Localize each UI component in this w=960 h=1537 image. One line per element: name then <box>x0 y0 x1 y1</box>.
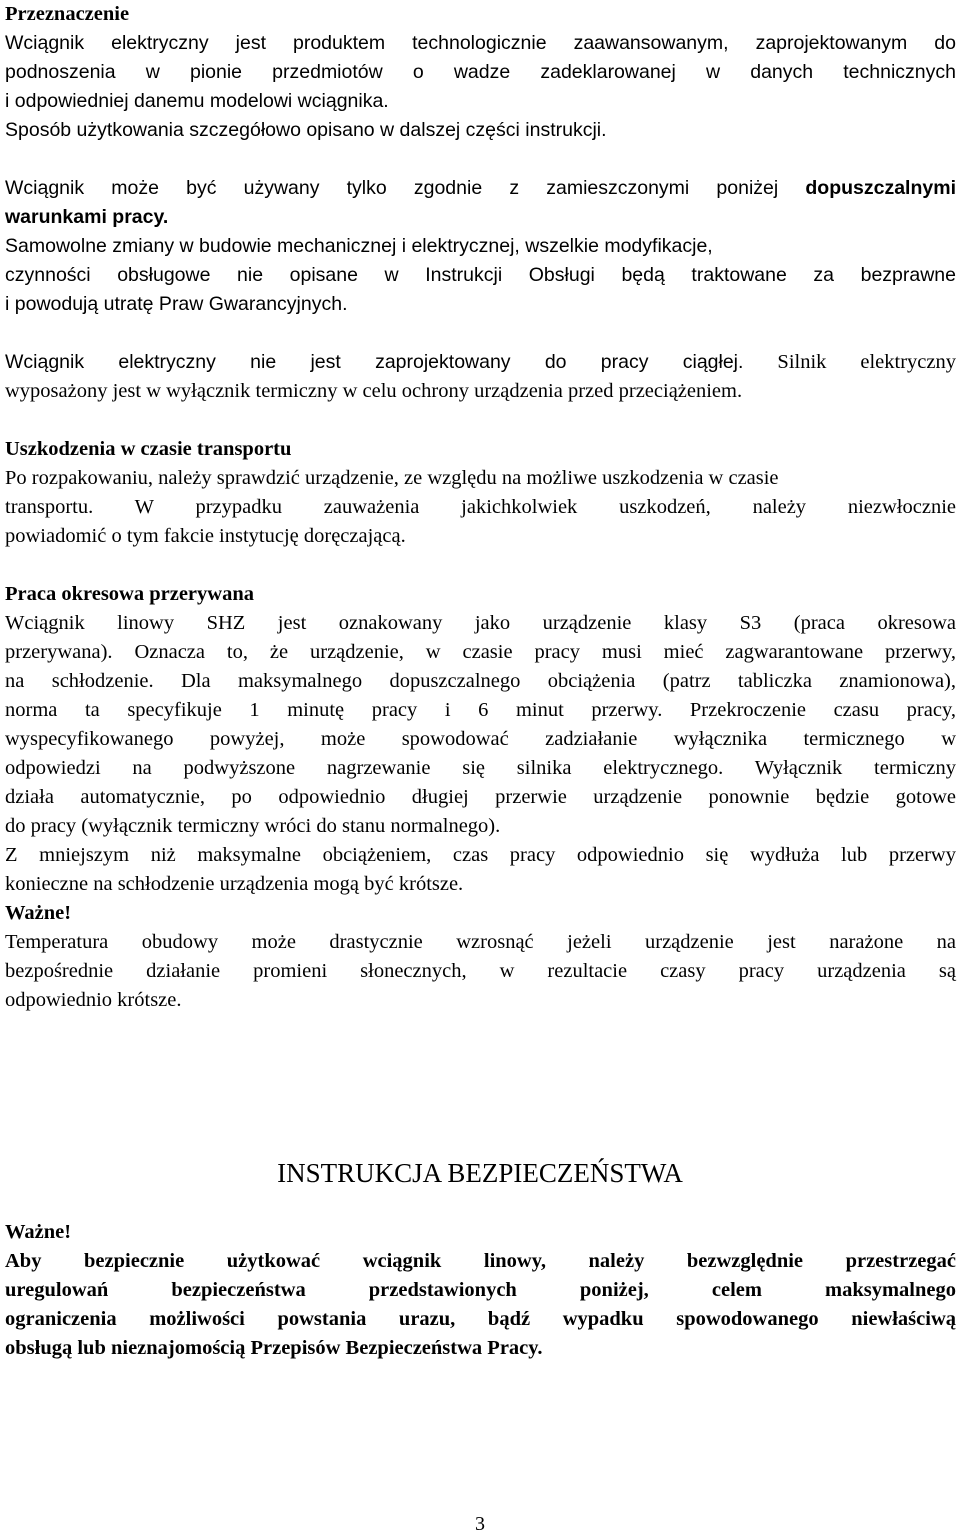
safety-line-4: obsługą lub nieznajomością Przepisów Bezpieczeństwa Pracy. <box>5 1337 543 1359</box>
duty-class-line-10: konieczne na schłodzenie urządzenia mogą być krótsze. <box>5 873 464 895</box>
heading-transport-damage: Uszkodzenia w czasie transportu <box>5 438 292 460</box>
safety-line-1: Aby bezpiecznie użytkować wciągnik linowy, należy bezwzględnie przestrzegać <box>5 1250 956 1272</box>
safety-important-label: Ważne! <box>5 1221 72 1243</box>
transport-line-2: transportu. W przypadku zauważenia jakichkolwiek uszkodzeń, należy niezwłocznie <box>5 496 956 518</box>
temperature-line-1: Temperatura obudowy może drastycznie wzrosnąć jeżeli urządzenie jest narażone na <box>5 931 956 953</box>
duty-class-line-7: działa automatycznie, po odpowiednio długiej przerwie urządzenie ponownie będzie gotowe <box>5 786 956 808</box>
duty-line-1 <box>5 348 956 377</box>
safety-line-2: uregulowań bezpieczeństwa przedstawionych poniżej, celem maksymalnego <box>5 1279 956 1301</box>
warning-line-1 <box>5 174 956 203</box>
warning-line-2: warunkami pracy. <box>5 206 169 228</box>
purpose-line-4: Sposób użytkowania szczegółowo opisano w dalszej części instrukcji. <box>5 119 607 141</box>
modification-line-2: czynności obsługowe nie opisane w Instrukcji Obsługi będą traktowane za bezprawne <box>5 264 956 286</box>
safety-section <box>5 1218 956 1363</box>
duty-class-line-4: norma ta specyfikuje 1 minutę pracy i 6 minut przerwy. Przekroczenie czasu pracy, <box>5 699 956 721</box>
document-page <box>5 0 956 1015</box>
purpose-line-3: i odpowiedniej danemu modelowi wciągnika. <box>5 90 389 112</box>
spacer <box>5 406 956 435</box>
duty-class-line-1: Wciągnik linowy SHZ jest oznakowany jako urządzenie klasy S3 (praca okresowa <box>5 612 956 634</box>
duty-class-line-2: przerywana). Oznacza to, że urządzenie, w czasie pracy musi mieć zagwarantowane przerwy, <box>5 641 956 663</box>
duty-line-2: wyposażony jest w wyłącznik termiczny w celu ochrony urządzenia przed przeciążeniem. <box>5 380 743 402</box>
duty-class-line-9: Z mniejszym niż maksymalne obciążeniem, czas pracy odpowiednio się wydłuża lub przerwy <box>5 844 956 866</box>
duty-class-line-3: na schłodzenie. Dla maksymalnego dopuszczalnego obciążenia (patrz tabliczka znamionowa), <box>5 670 956 692</box>
duty-class-line-8: do pracy (wyłącznik termiczny wróci do stanu normalnego). <box>5 815 501 837</box>
important-label: Ważne! <box>5 902 72 924</box>
duty-text-a: Wciągnik elektryczny nie jest zaprojektowany do pracy ciągłej. <box>5 351 744 373</box>
spacer <box>5 551 956 580</box>
safety-title: INSTRUKCJA BEZPIECZEŃSTWA <box>277 1158 683 1188</box>
spacer <box>5 145 956 174</box>
heading-purpose: Przeznaczenie <box>5 3 130 25</box>
purpose-line-1: Wciągnik elektryczny jest produktem technologicznie zaawansowanym, zaprojektowanym do <box>5 32 956 54</box>
duty-class-line-6: odpowiedzi na podwyższone nagrzewanie się silnika elektrycznego. Wyłącznik termiczny <box>5 757 956 779</box>
purpose-line-2: podnoszenia w pionie przedmiotów o wadze zadeklarowanej w danych technicznych <box>5 61 956 83</box>
spacer <box>5 319 956 348</box>
modification-line-1: Samowolne zmiany w budowie mechanicznej i elektrycznej, wszelkie modyfikacje, <box>5 235 713 257</box>
temperature-line-2: bezpośrednie działanie promieni słonecznych, w rezultacie czasy pracy urządzenia są <box>5 960 956 982</box>
transport-line-3: powiadomić o tym fakcie instytucję doręczającą. <box>5 525 406 547</box>
warning-bold-text: dopuszczalnymi <box>805 177 956 199</box>
duty-text-b: Silnik elektryczny <box>743 351 956 373</box>
temperature-line-3: odpowiednio krótsze. <box>5 989 182 1011</box>
transport-line-1: Po rozpakowaniu, należy sprawdzić urządzenie, ze względu na możliwe uszkodzenia w czasie <box>5 467 779 489</box>
warning-text: Wciągnik może być używany tylko zgodnie z zamieszczonymi poniżej <box>5 177 806 199</box>
heading-intermittent-work: Praca okresowa przerywana <box>5 583 254 605</box>
duty-class-line-5: wyspecyfikowanego powyżej, może spowodować zadziałanie wyłącznika termicznego w <box>5 728 956 750</box>
modification-line-3: i powodują utratę Praw Gwarancyjnych. <box>5 293 348 315</box>
safety-line-3: ograniczenia możliwości powstania urazu, bądź wypadku spowodowanego niewłaściwą <box>5 1308 956 1330</box>
page-number: 3 <box>475 1513 485 1535</box>
